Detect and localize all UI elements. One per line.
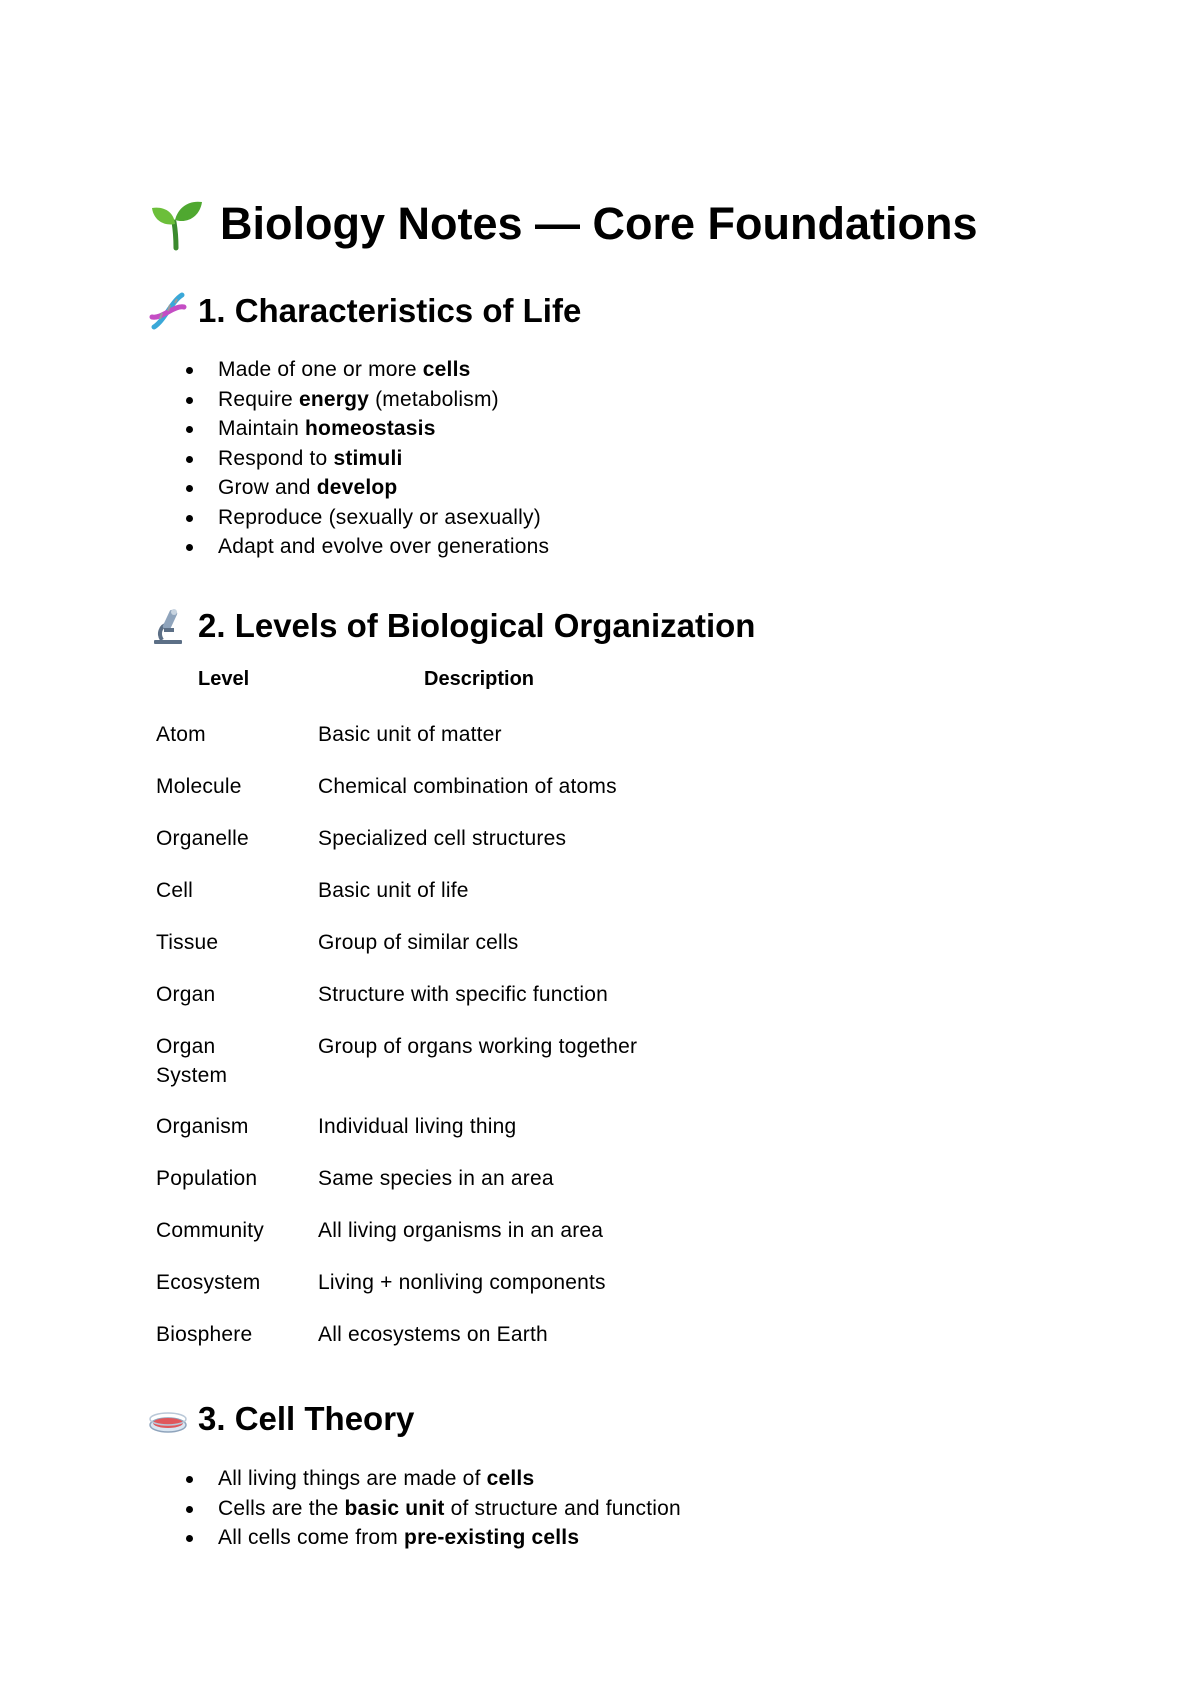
level-cell: Community (156, 1219, 264, 1242)
level-cell: Ecosystem (156, 1271, 261, 1294)
list-item: Adapt and evolve over generations (180, 532, 549, 562)
list-item: All living things are made of cells (180, 1464, 681, 1494)
list-item: Reproduce (sexually or asexually) (180, 503, 549, 533)
description-cell: Basic unit of life (318, 879, 469, 902)
list-item: Cells are the basic unit of structure and function (180, 1494, 681, 1524)
section-heading-text: 2. Levels of Biological Organization (198, 607, 756, 644)
section-heading-text: 3. Cell Theory (198, 1400, 415, 1437)
petri-dish-icon (148, 1399, 188, 1439)
column-header-level: Level (198, 668, 250, 690)
description-cell: Group of organs working together (318, 1035, 638, 1058)
bullet-dot (186, 426, 193, 433)
level-cell: Biosphere (156, 1323, 253, 1346)
section-heading-characteristics (148, 291, 581, 331)
description-cell: All living organisms in an area (318, 1219, 604, 1242)
section-heading-text: 1. Characteristics of Life (198, 292, 582, 329)
microscope-icon (148, 606, 188, 646)
level-cell: Organism (156, 1115, 249, 1138)
description-cell: Chemical combination of atoms (318, 775, 617, 798)
list-item: Grow and develop (180, 473, 549, 503)
description-cell: Individual living thing (318, 1115, 517, 1138)
title-text: Biology Notes — Core Foundations (220, 198, 978, 249)
level-cell: Organ System (156, 1035, 228, 1087)
characteristics-list (180, 355, 549, 562)
bullet-dot (186, 515, 193, 522)
cell-theory-list (180, 1464, 681, 1553)
bullet-dot (186, 456, 193, 463)
bullet-dot (186, 397, 193, 404)
description-cell: Same species in an area (318, 1167, 554, 1190)
description-cell: Living + nonliving components (318, 1271, 606, 1294)
bullet-dot (186, 1476, 193, 1483)
bullet-dot (186, 1506, 193, 1513)
list-item: All cells come from pre-existing cells (180, 1523, 681, 1553)
description-cell: Structure with specific function (318, 983, 609, 1006)
description-cell: Group of similar cells (318, 931, 519, 954)
list-item: Made of one or more cells (180, 355, 549, 385)
list-item: Maintain homeostasis (180, 414, 549, 444)
level-cell: Population (156, 1167, 258, 1190)
list-item: Respond to stimuli (180, 444, 549, 474)
section-heading-levels (148, 606, 755, 646)
bullet-dot (186, 544, 193, 551)
level-cell: Organ (156, 983, 216, 1006)
bullet-dot (186, 367, 193, 374)
page-title (148, 196, 978, 252)
seedling-icon (148, 196, 204, 252)
level-cell: Cell (156, 879, 193, 902)
level-cell: Atom (156, 723, 206, 746)
level-cell: Tissue (156, 931, 219, 954)
description-cell: Specialized cell structures (318, 827, 567, 850)
bullet-dot (186, 485, 193, 492)
list-item: Require energy (metabolism) (180, 385, 549, 415)
bullet-dot (186, 1535, 193, 1542)
dna-icon (148, 291, 188, 331)
section-heading-cell-theory (148, 1399, 414, 1439)
description-cell: All ecosystems on Earth (318, 1323, 548, 1346)
level-cell: Organelle (156, 827, 249, 850)
column-header-description: Description (424, 668, 535, 690)
description-cell: Basic unit of matter (318, 723, 502, 746)
level-cell: Molecule (156, 775, 242, 798)
